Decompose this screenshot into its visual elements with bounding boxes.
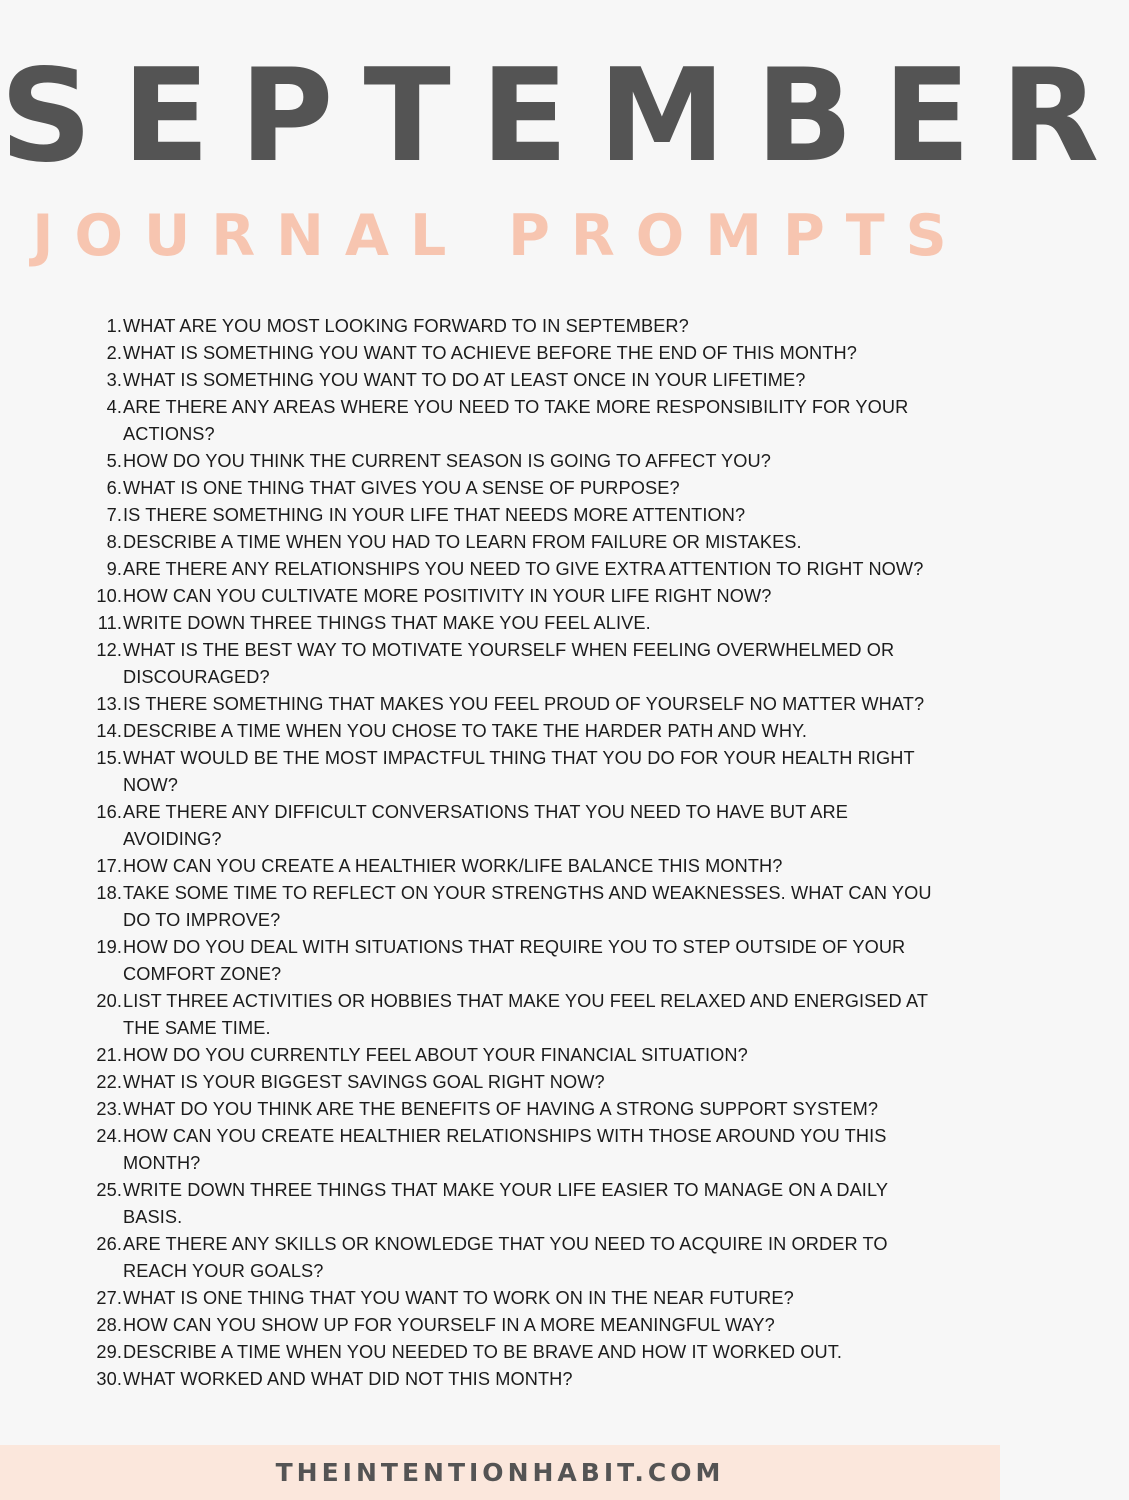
prompt-text: WHAT WORKED AND WHAT DID NOT THIS MONTH?	[123, 1369, 573, 1389]
prompt-item	[0, 799, 933, 853]
prompt-number: 4.	[106, 397, 122, 417]
prompt-list	[0, 313, 933, 1393]
prompt-item	[0, 1177, 933, 1231]
prompt-item	[0, 1285, 933, 1312]
prompt-item	[0, 448, 933, 475]
prompt-number: 21.	[96, 1045, 122, 1065]
prompt-text: WHAT WOULD BE THE MOST IMPACTFUL THING THAT YOU DO FOR YOUR HEALTH RIGHT NOW?	[123, 748, 915, 795]
prompt-number: 19.	[96, 937, 122, 957]
prompt-item	[0, 691, 933, 718]
prompt-number: 27.	[96, 1288, 122, 1308]
prompt-number: 9.	[106, 559, 122, 579]
prompt-item	[0, 1069, 933, 1096]
prompt-item	[0, 1312, 933, 1339]
prompt-item	[0, 313, 933, 340]
prompt-item	[0, 1042, 933, 1069]
prompt-text: ARE THERE ANY AREAS WHERE YOU NEED TO TAKE MORE RESPONSIBILITY FOR YOUR ACTIONS?	[123, 397, 909, 444]
prompt-number: 17.	[96, 856, 122, 876]
prompt-item	[0, 475, 933, 502]
prompt-item	[0, 502, 933, 529]
prompt-text: DESCRIBE A TIME WHEN YOU CHOSE TO TAKE THE HARDER PATH AND WHY.	[123, 721, 808, 741]
prompt-item	[0, 988, 933, 1042]
prompt-text: WRITE DOWN THREE THINGS THAT MAKE YOU FEEL ALIVE.	[123, 613, 651, 633]
prompt-text: WHAT DO YOU THINK ARE THE BENEFITS OF HAVING A STRONG SUPPORT SYSTEM?	[123, 1099, 879, 1119]
prompt-item	[0, 637, 933, 691]
prompt-number: 3.	[106, 370, 122, 390]
prompt-text: WHAT ARE YOU MOST LOOKING FORWARD TO IN SEPTEMBER?	[123, 316, 689, 336]
prompt-item	[0, 1231, 933, 1285]
prompt-text: IS THERE SOMETHING THAT MAKES YOU FEEL PROUD OF YOURSELF NO MATTER WHAT?	[123, 694, 925, 714]
prompt-text: ARE THERE ANY RELATIONSHIPS YOU NEED TO GIVE EXTRA ATTENTION TO RIGHT NOW?	[123, 559, 924, 579]
prompt-item	[0, 556, 933, 583]
prompt-item	[0, 745, 933, 799]
prompt-text: TAKE SOME TIME TO REFLECT ON YOUR STRENGTHS AND WEAKNESSES. WHAT CAN YOU DO TO IMPROVE?	[123, 883, 932, 930]
prompt-text: WHAT IS ONE THING THAT GIVES YOU A SENSE OF PURPOSE?	[123, 478, 680, 498]
prompt-item	[0, 934, 933, 988]
prompt-number: 11.	[97, 613, 122, 633]
prompt-number: 10.	[96, 586, 122, 606]
prompt-number: 30.	[96, 1369, 122, 1389]
prompt-text: WHAT IS THE BEST WAY TO MOTIVATE YOURSELF WHEN FEELING OVERWHELMED OR DISCOURAGED?	[123, 640, 895, 687]
prompt-item	[0, 1096, 933, 1123]
prompt-number: 23.	[96, 1099, 122, 1119]
prompt-text: WHAT IS SOMETHING YOU WANT TO ACHIEVE BEFORE THE END OF THIS MONTH?	[123, 343, 857, 363]
prompt-number: 6.	[106, 478, 122, 498]
prompt-number: 25.	[96, 1180, 122, 1200]
prompt-item	[0, 610, 933, 637]
prompt-text: WHAT IS ONE THING THAT YOU WANT TO WORK ON IN THE NEAR FUTURE?	[123, 1288, 794, 1308]
prompt-text: HOW CAN YOU CULTIVATE MORE POSITIVITY IN YOUR LIFE RIGHT NOW?	[123, 586, 772, 606]
prompt-item	[0, 394, 933, 448]
prompt-number: 16.	[96, 802, 122, 822]
prompt-item	[0, 1123, 933, 1177]
prompt-number: 29.	[96, 1342, 122, 1362]
prompt-number: 5.	[106, 451, 122, 471]
prompt-text: HOW DO YOU THINK THE CURRENT SEASON IS GOING TO AFFECT YOU?	[123, 451, 771, 471]
prompt-number: 18.	[96, 883, 122, 903]
prompt-item	[0, 880, 933, 934]
prompt-text: HOW CAN YOU CREATE HEALTHIER RELATIONSHIPS WITH THOSE AROUND YOU THIS MONTH?	[123, 1126, 887, 1173]
prompt-number: 15.	[96, 748, 122, 768]
prompt-number: 8.	[106, 532, 122, 552]
prompt-text: ARE THERE ANY SKILLS OR KNOWLEDGE THAT YOU NEED TO ACQUIRE IN ORDER TO REACH YOUR GOALS?	[123, 1234, 888, 1281]
prompt-number: 24.	[96, 1126, 122, 1146]
prompt-number: 22.	[96, 1072, 122, 1092]
website-url: THEINTENTIONHABIT.COM	[275, 1458, 725, 1487]
prompt-text: WRITE DOWN THREE THINGS THAT MAKE YOUR LIFE EASIER TO MANAGE ON A DAILY BASIS.	[123, 1180, 888, 1227]
prompt-text: LIST THREE ACTIVITIES OR HOBBIES THAT MAKE YOU FEEL RELAXED AND ENERGISED AT THE SAME TIME.	[123, 991, 928, 1038]
prompt-text: DESCRIBE A TIME WHEN YOU NEEDED TO BE BRAVE AND HOW IT WORKED OUT.	[123, 1342, 843, 1362]
prompt-number: 2.	[106, 343, 122, 363]
prompt-text: HOW DO YOU CURRENTLY FEEL ABOUT YOUR FINANCIAL SITUATION?	[123, 1045, 748, 1065]
page-subtitle: JOURNAL PROMPTS	[32, 203, 968, 269]
page-title: SEPTEMBER	[0, 42, 1129, 191]
prompt-text: IS THERE SOMETHING IN YOUR LIFE THAT NEEDS MORE ATTENTION?	[123, 505, 746, 525]
prompt-number: 7.	[106, 505, 122, 525]
prompt-text: DESCRIBE A TIME WHEN YOU HAD TO LEARN FROM FAILURE OR MISTAKES.	[123, 532, 802, 552]
prompt-item	[0, 853, 933, 880]
footer-band	[0, 1445, 1000, 1500]
prompt-text: ARE THERE ANY DIFFICULT CONVERSATIONS THAT YOU NEED TO HAVE BUT ARE AVOIDING?	[123, 802, 848, 849]
prompt-item	[0, 1339, 933, 1366]
prompt-item	[0, 1366, 933, 1393]
prompt-number: 13.	[96, 694, 122, 714]
prompt-text: WHAT IS SOMETHING YOU WANT TO DO AT LEAST ONCE IN YOUR LIFETIME?	[123, 370, 806, 390]
prompt-number: 26.	[96, 1234, 122, 1254]
prompt-item	[0, 340, 933, 367]
prompt-number: 1.	[106, 316, 122, 336]
prompt-item	[0, 718, 933, 745]
prompt-item	[0, 367, 933, 394]
prompt-text: WHAT IS YOUR BIGGEST SAVINGS GOAL RIGHT NOW?	[123, 1072, 605, 1092]
prompt-number: 12.	[96, 640, 122, 660]
prompt-text: HOW DO YOU DEAL WITH SITUATIONS THAT REQUIRE YOU TO STEP OUTSIDE OF YOUR COMFORT ZONE?	[123, 937, 906, 984]
prompt-number: 28.	[96, 1315, 122, 1335]
prompt-number: 14.	[96, 721, 122, 741]
prompt-number: 20.	[96, 991, 122, 1011]
prompt-text: HOW CAN YOU SHOW UP FOR YOURSELF IN A MORE MEANINGFUL WAY?	[123, 1315, 775, 1335]
prompt-item	[0, 529, 933, 556]
prompt-text: HOW CAN YOU CREATE A HEALTHIER WORK/LIFE BALANCE THIS MONTH?	[123, 856, 783, 876]
prompt-item	[0, 583, 933, 610]
